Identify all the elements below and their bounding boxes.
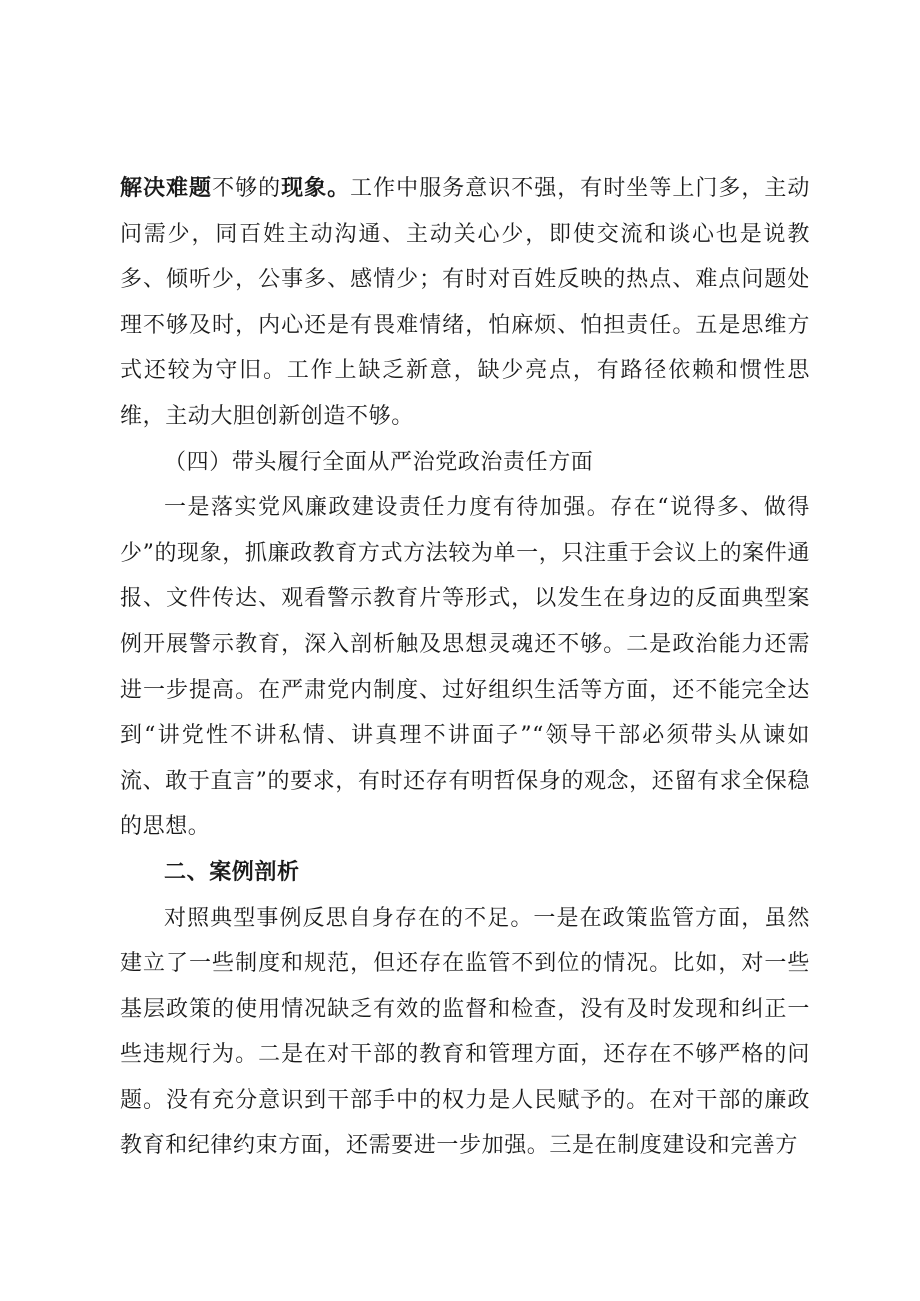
document-body	[120, 166, 810, 1169]
paragraph-party-responsibility: 一是落实党风廉政建设责任力度有待加强。存在“说得多、做得少”的现象，抓廉政教育方式方法较为单一，只注重于会议上的案件通报、文件传达、观看警示教育片等形式，以发生在身边的反面典型案例开展警示教育，深入剖析触及思想灵魂还不够。二是政治能力还需进一步提高。在严肃党内制度、过好组织生活等方面，还不能完全达到“讲党性不讲私情、讲真理不讲面子”“领导干部必须带头从谏如流、敢于直言”的要求，有时还存有明哲保身的观念，还留有求全保稳的思想。	[120, 495, 810, 840]
paragraph-continued	[120, 166, 810, 440]
bold-phrase-phenomenon: 现象。	[281, 176, 351, 201]
paragraph-text: 工作中服务意识不强，有时坐等上门多，主动问需少，同百姓主动沟通、主动关心少，即使交流和谈心也是说教多、倾听少，公事多、感情少；有时对百姓反映的热点、难点问题处理不够及时，内心还是有畏难情绪，怕麻烦、怕担责任。五是思维方式还较为守旧。工作上缺乏新意，缺少亮点，有路径依赖和惯性思维，主动大胆创新创造不够。	[120, 176, 810, 429]
paragraph-text: 不够的	[212, 176, 282, 201]
bold-phrase-solve-problems: 解决难题	[120, 176, 213, 201]
paragraph-case-analysis: 对照典型事例反思自身存在的不足。一是在政策监管方面，虽然建立了一些制度和规范，但还存在监管不到位的情况。比如，对一些基层政策的使用情况缺乏有效的监督和检查，没有及时发现和纠正一些违规行为。二是在对干部的教育和管理方面，还存在不够严格的问题。没有充分意识到干部手中的权力是人民赋予的。在对干部的廉政教育和纪律约束方面，还需要进一步加强。三是在制度建设和完善方	[120, 905, 810, 1159]
section-heading-case-analysis: 二、案例剖析	[164, 859, 300, 885]
sub-heading-four: （四）带头履行全面从严治党政治责任方面	[164, 449, 594, 475]
